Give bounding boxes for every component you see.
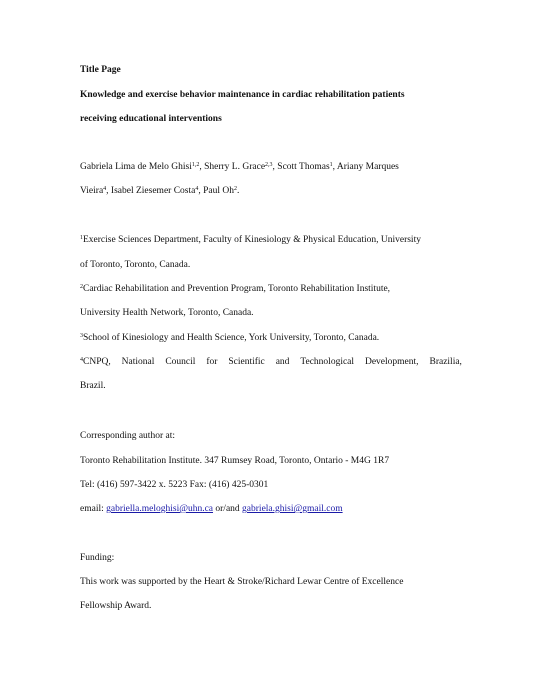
title-page-label: Title Page <box>80 65 121 75</box>
author-affiliation-sup: 1 <box>329 162 333 168</box>
author-affiliation-sup: 4 <box>103 186 107 192</box>
author-affiliation-sup: 1,2 <box>191 162 200 168</box>
affiliation-1-line-2: of Toronto, Toronto, Canada. <box>80 260 191 270</box>
author-name-part: Vieira <box>80 186 104 196</box>
author-affiliation-sup: 2 <box>233 186 237 192</box>
author-name: Gabriela Lima de Melo Ghisi <box>80 162 192 172</box>
authors-line-2: Vieira$^4$, Isabel Ziesemer Costa$^4$, Paul Oh$^2$. <box>80 186 240 196</box>
author-affiliation-sup: 4 <box>195 186 199 192</box>
corresponding-email: email: gabriella.meloghisi@uhn.ca or/and gabriela.ghisi@gmail.com <box>80 504 343 514</box>
corresponding-heading: Corresponding author at: <box>80 431 175 441</box>
email-link-2[interactable]: gabriela.ghisi@gmail.com <box>242 504 343 514</box>
paper-title-line-2: receiving educational interventions <box>80 114 222 124</box>
author-name: Isabel Ziesemer Costa <box>110 186 196 196</box>
author-name: Sherry L. Grace <box>204 162 266 172</box>
affiliation-4-line-2: Brazil. <box>80 381 106 391</box>
author-affiliation-sup: 2,3 <box>265 162 273 168</box>
funding-heading: Funding: <box>80 553 115 563</box>
funding-line-2: Fellowship Award. <box>80 601 152 611</box>
affiliation-4-line-1: $^4$CNPQ, National Council for Scientific and Technological Development, Brazilia, <box>80 357 462 367</box>
affiliation-1-line-1: $^1$Exercise Sciences Department, Faculty of Kinesiology & Physical Education, University <box>80 235 421 245</box>
corresponding-address: Toronto Rehabilitation Institute. 347 Rumsey Road, Toronto, Ontario - M4G 1R7 <box>80 456 390 466</box>
author-name-part: Ariany Marques <box>336 162 399 172</box>
funding-line-1: This work was supported by the Heart & Stroke/Richard Lewar Centre of Excellence <box>80 577 404 587</box>
paper-title-line-1: Knowledge and exercise behavior maintenance in cardiac rehabilitation patients <box>80 90 405 100</box>
affiliation-2-line-1: $^2$Cardiac Rehabilitation and Prevention Program, Toronto Rehabilitation Institute, <box>80 284 391 294</box>
author-name: Paul Oh <box>203 186 234 196</box>
affiliation-3: $^3$School of Kinesiology and Health Science, York University, Toronto, Canada. <box>80 333 380 343</box>
corresponding-phone: Tel: (416) 597-3422 x. 5223 Fax: (416) 425-0301 <box>80 480 269 490</box>
email-link-1[interactable]: gabriella.meloghisi@uhn.ca <box>106 504 214 514</box>
author-name: Scott Thomas <box>277 162 330 172</box>
authors-line-1: Gabriela Lima de Melo Ghisi$^{1,2}$, Sherry L. Grace$^{2,3}$, Scott Thomas$^1$, Ariany Marques <box>80 162 399 172</box>
affiliation-2-line-2: University Health Network, Toronto, Canada. <box>80 308 254 318</box>
